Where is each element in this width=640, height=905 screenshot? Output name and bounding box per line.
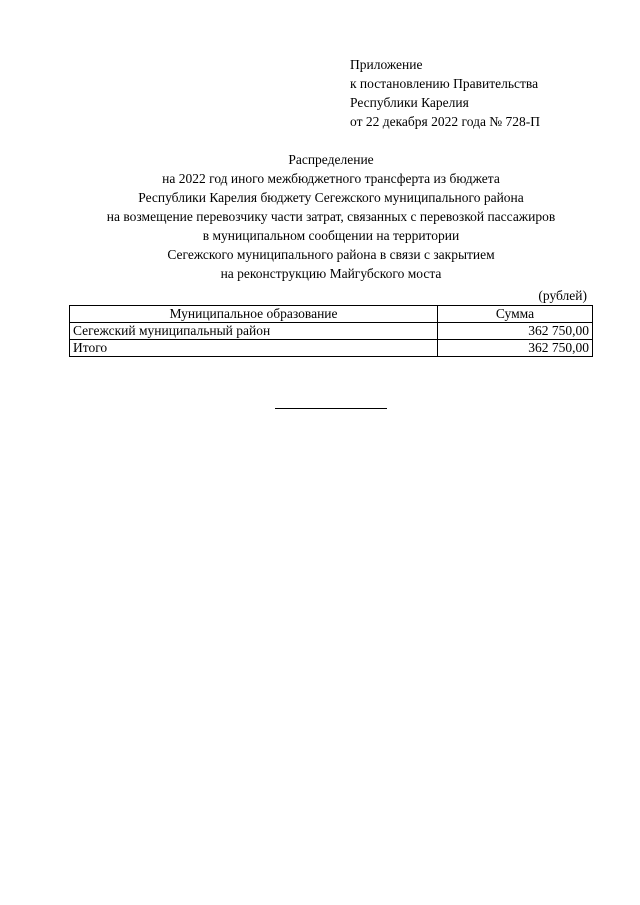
title-line: в муниципальном сообщении на территории bbox=[202, 228, 460, 243]
title-line: Сегежского муниципального района в связи с закрытием bbox=[167, 247, 495, 262]
document-title bbox=[0, 150, 640, 283]
title-line: на реконструкцию Майгубского моста bbox=[220, 266, 442, 281]
title-line: Республики Карелия бюджету Сегежского муниципального района bbox=[138, 190, 524, 205]
appendix-block bbox=[350, 55, 540, 131]
units-label: (рублей) bbox=[538, 288, 587, 303]
distribution-table bbox=[69, 305, 593, 357]
title-line: на возмещение перевозчику части затрат, связанных с перевозкой пассажиров bbox=[106, 209, 556, 224]
appendix-line: Приложение bbox=[350, 57, 423, 72]
appendix-line: Республики Карелия bbox=[350, 95, 469, 110]
appendix-line: к постановлению Правительства bbox=[350, 76, 539, 91]
title-line: Распределение bbox=[288, 152, 374, 167]
cell-total-label: Итого bbox=[70, 340, 438, 357]
cell-municipality: Сегежский муниципальный район bbox=[70, 323, 438, 340]
table-row-total bbox=[70, 340, 593, 357]
end-divider bbox=[275, 408, 387, 409]
header-amount: Сумма bbox=[438, 306, 593, 323]
appendix-line: от 22 декабря 2022 года № 728-П bbox=[350, 114, 541, 129]
title-line: на 2022 год иного межбюджетного трансферта из бюджета bbox=[162, 171, 500, 186]
table-header-row bbox=[70, 306, 593, 323]
table-row bbox=[70, 323, 593, 340]
cell-amount: 362 750,00 bbox=[438, 323, 593, 340]
header-municipality: Муниципальное образование bbox=[70, 306, 438, 323]
cell-total-amount: 362 750,00 bbox=[438, 340, 593, 357]
